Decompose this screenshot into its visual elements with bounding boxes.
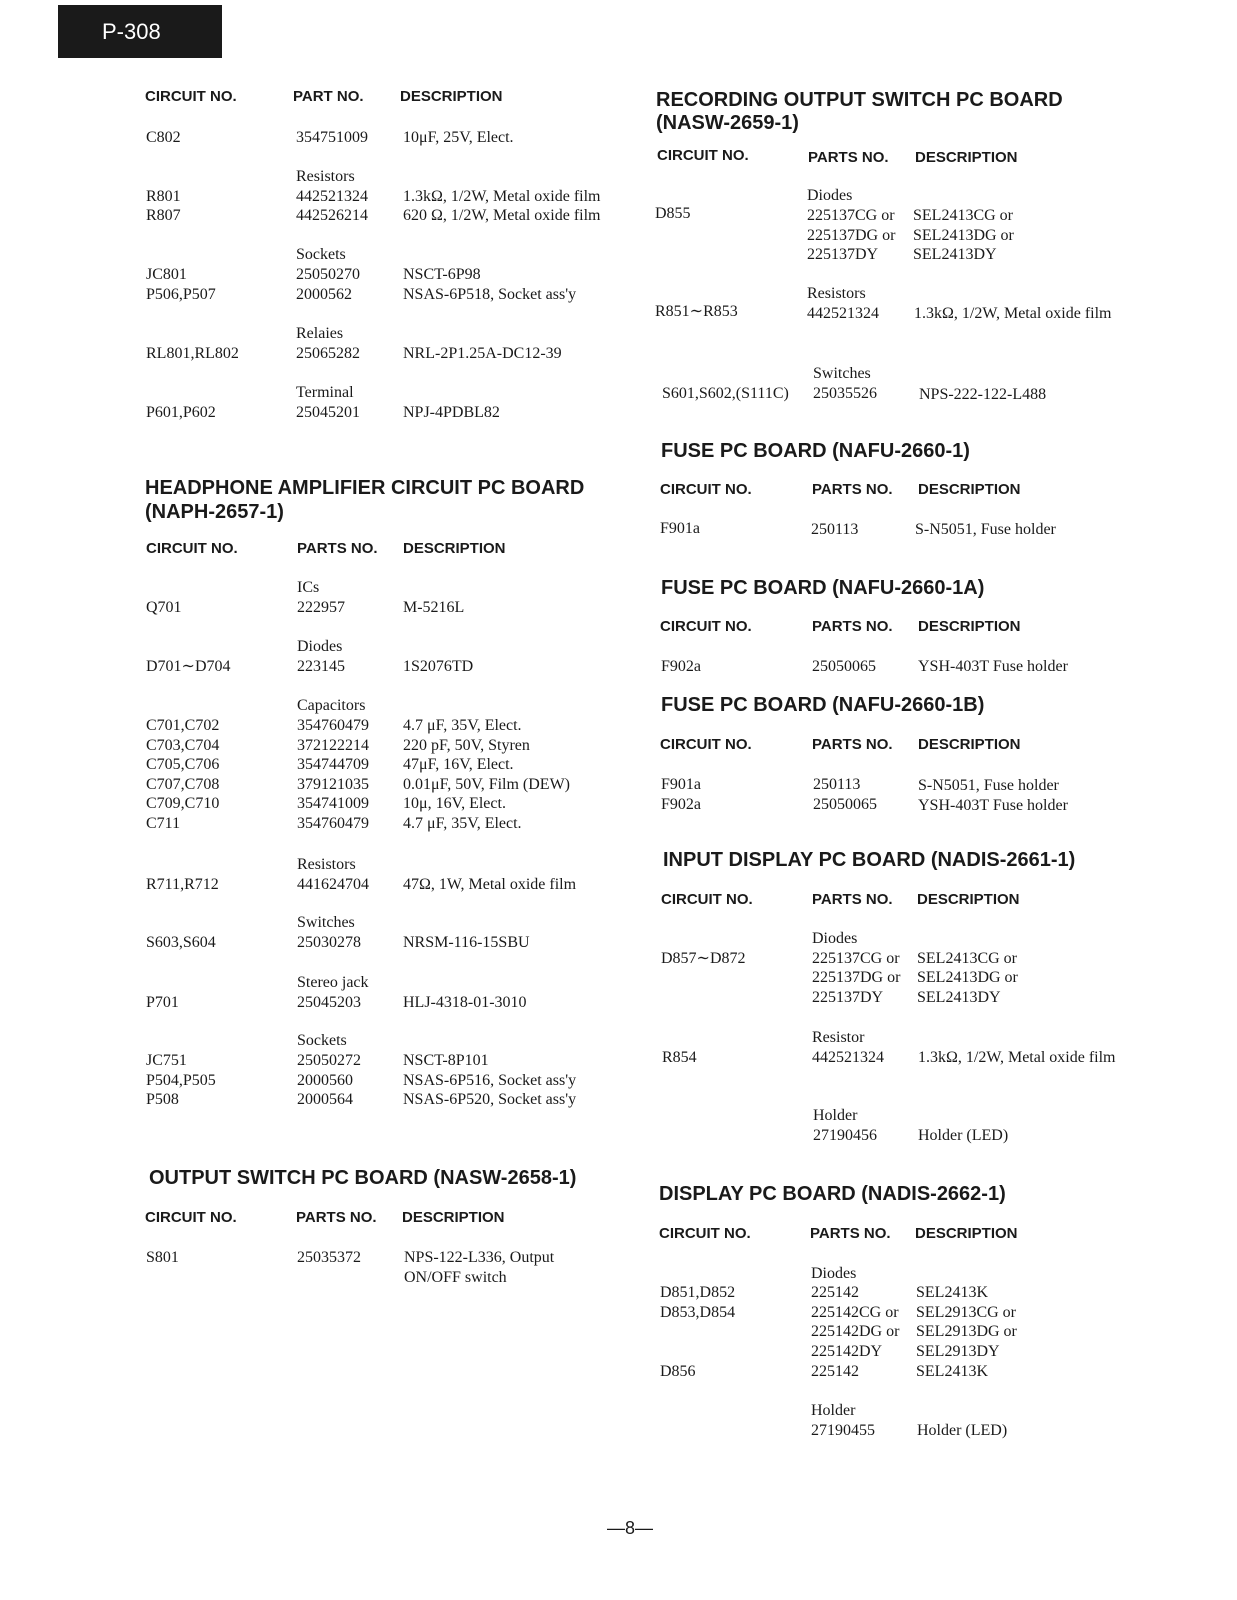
description: 4.7 μF, 35V, Elect. xyxy=(403,815,522,832)
part-no: 225137DY xyxy=(807,246,879,263)
part-no: 225137CG or xyxy=(812,950,900,967)
circuit-no: P506,P507 xyxy=(146,286,216,303)
header-circuit-no: CIRCUIT NO. xyxy=(660,481,752,498)
circuit-no: R851∼R853 xyxy=(655,303,738,320)
header-circuit-no: CIRCUIT NO. xyxy=(659,1225,751,1242)
description: SEL2413DY xyxy=(917,989,1001,1006)
circuit-no: P504,P505 xyxy=(146,1072,216,1089)
part-no: 442521324 xyxy=(807,305,879,322)
header-parts-no: PARTS NO. xyxy=(812,736,893,753)
circuit-no: C703,C704 xyxy=(146,737,220,754)
part-no: 372122214 xyxy=(297,737,369,754)
part-no: 2000564 xyxy=(297,1091,353,1108)
group-label: Terminal xyxy=(296,384,354,401)
circuit-no: D857∼D872 xyxy=(661,950,746,967)
description: SEL2413DY xyxy=(913,246,997,263)
circuit-no: Q701 xyxy=(146,599,182,616)
description: NSAS-6P518, Socket ass'y xyxy=(403,286,577,303)
circuit-no: F902a xyxy=(661,658,701,675)
circuit-no: P701 xyxy=(146,994,179,1011)
section-title: HEADPHONE AMPLIFIER CIRCUIT PC BOARD xyxy=(145,477,585,499)
part-no: 223145 xyxy=(297,658,345,675)
section-title: FUSE PC BOARD (NAFU-2660-1B) xyxy=(661,694,985,716)
section-title-line2: (NAPH-2657-1) xyxy=(145,501,284,523)
group-label: Holder xyxy=(813,1107,858,1124)
circuit-no: F901a xyxy=(660,520,700,537)
description: S-N5051, Fuse holder xyxy=(918,777,1059,794)
part-no: 250113 xyxy=(813,776,861,793)
description: 47μF, 16V, Elect. xyxy=(403,756,514,773)
description: S-N5051, Fuse holder xyxy=(915,521,1056,538)
header-description: DESCRIPTION xyxy=(403,540,506,557)
circuit-no: C711 xyxy=(146,815,181,832)
group-label: Relaies xyxy=(296,325,344,342)
part-no: 225137DG or xyxy=(812,969,901,986)
description: YSH-403T Fuse holder xyxy=(918,797,1068,814)
description: SEL2413DG or xyxy=(913,227,1014,244)
group-label: Diodes xyxy=(811,1265,857,1282)
part-no: 25050272 xyxy=(297,1052,361,1069)
circuit-no: S603,S604 xyxy=(146,934,216,951)
group-label: Holder xyxy=(811,1402,856,1419)
description: 47Ω, 1W, Metal oxide film xyxy=(403,876,577,893)
header-description: DESCRIPTION xyxy=(400,88,503,105)
header-circuit-no: CIRCUIT NO. xyxy=(660,736,752,753)
header-parts-no: PARTS NO. xyxy=(297,540,378,557)
page-tag: P-308 xyxy=(58,5,222,58)
header-description: DESCRIPTION xyxy=(917,891,1020,908)
circuit-no: S601,S602,(S111C) xyxy=(662,385,789,402)
circuit-no: P508 xyxy=(146,1091,179,1108)
part-no: 225137CG or xyxy=(807,207,895,224)
description: HLJ-4318-01-3010 xyxy=(403,994,527,1011)
circuit-no: R854 xyxy=(662,1049,697,1066)
header-description: DESCRIPTION xyxy=(915,149,1018,166)
header-description: DESCRIPTION xyxy=(918,618,1021,635)
description: NPS-122-L336, Output ON/OFF switch xyxy=(404,1249,555,1286)
group-label: Stereo jack xyxy=(297,974,369,991)
section-title: RECORDING OUTPUT SWITCH PC BOARD xyxy=(656,89,1063,111)
description: NRL-2P1.25A-DC12-39 xyxy=(403,345,562,362)
section-title: FUSE PC BOARD (NAFU-2660-1A) xyxy=(661,577,985,599)
part-no: 379121035 xyxy=(297,776,369,793)
section-title-line2: (NASW-2659-1) xyxy=(656,112,799,134)
page-number: —8— xyxy=(606,1518,653,1538)
part-no: 25050065 xyxy=(812,658,876,675)
part-no: 225137DY xyxy=(812,989,884,1006)
description: NRSM-116-15SBU xyxy=(403,934,530,951)
header-circuit-no: CIRCUIT NO. xyxy=(145,88,237,105)
description: SEL2413DG or xyxy=(917,969,1018,986)
description: 620 Ω, 1/2W, Metal oxide film xyxy=(403,207,601,224)
circuit-no: C707,C708 xyxy=(146,776,220,793)
section-title: FUSE PC BOARD (NAFU-2660-1) xyxy=(661,440,970,462)
header-parts-no: PARTS NO. xyxy=(812,891,893,908)
description: SEL2413K xyxy=(916,1284,988,1301)
description: 220 pF, 50V, Styren xyxy=(403,737,530,754)
part-no: 354760479 xyxy=(297,717,369,734)
group-label: Switches xyxy=(297,914,355,931)
header-part-no: PART NO. xyxy=(293,88,364,105)
circuit-no: D855 xyxy=(655,205,691,222)
part-no: 2000562 xyxy=(296,286,352,303)
header-circuit-no: CIRCUIT NO. xyxy=(657,147,749,164)
header-circuit-no: CIRCUIT NO. xyxy=(145,1209,237,1226)
group-label: Resistors xyxy=(297,856,356,873)
description: 1.3kΩ, 1/2W, Metal oxide film xyxy=(403,188,601,205)
part-no: 27190455 xyxy=(811,1422,875,1439)
circuit-no: RL801,RL802 xyxy=(146,345,239,362)
part-no: 25050065 xyxy=(813,796,877,813)
description: SEL2413CG or xyxy=(917,950,1017,967)
description: NSCT-8P101 xyxy=(403,1052,489,1069)
description: 1.3kΩ, 1/2W, Metal oxide film xyxy=(918,1049,1116,1066)
part-no: 354760479 xyxy=(297,815,369,832)
part-no: 225142 xyxy=(811,1284,859,1301)
part-no: 225142 xyxy=(811,1363,859,1380)
part-no: 25045201 xyxy=(296,404,360,421)
circuit-no: JC751 xyxy=(146,1052,187,1069)
part-no: 25035372 xyxy=(297,1249,361,1266)
part-no: 222957 xyxy=(297,599,345,616)
description: 10μ, 16V, Elect. xyxy=(403,795,506,812)
header-parts-no: PARTS NO. xyxy=(808,149,889,166)
group-label: Diodes xyxy=(807,187,853,204)
header-description: DESCRIPTION xyxy=(402,1209,505,1226)
circuit-no: C709,C710 xyxy=(146,795,220,812)
header-parts-no: PARTS NO. xyxy=(812,618,893,635)
header-description: DESCRIPTION xyxy=(918,736,1021,753)
circuit-no: C701,C702 xyxy=(146,717,220,734)
description: NPJ-4PDBL82 xyxy=(403,404,500,421)
part-no: 25035526 xyxy=(813,385,877,402)
circuit-no: F902a xyxy=(661,796,701,813)
description: SEL2913CG or xyxy=(916,1304,1016,1321)
description: Holder (LED) xyxy=(918,1127,1009,1144)
description: NSAS-6P520, Socket ass'y xyxy=(403,1091,577,1108)
group-label: Resistor xyxy=(812,1029,865,1046)
part-no: 25050270 xyxy=(296,266,360,283)
group-label: Sockets xyxy=(296,246,346,263)
circuit-no: R801 xyxy=(146,188,181,205)
group-label: Resistors xyxy=(296,168,355,185)
description: 1S2076TD xyxy=(403,658,474,675)
description: 1.3kΩ, 1/2W, Metal oxide film xyxy=(914,305,1112,322)
description: YSH-403T Fuse holder xyxy=(918,658,1068,675)
part-no: 442521324 xyxy=(296,188,368,205)
description: SEL2413K xyxy=(916,1363,988,1380)
group-label: Sockets xyxy=(297,1032,347,1049)
header-circuit-no: CIRCUIT NO. xyxy=(661,891,753,908)
description: SEL2913DG or xyxy=(916,1323,1017,1340)
circuit-no: D701∼D704 xyxy=(146,658,231,675)
circuit-no: JC801 xyxy=(146,266,187,283)
part-no: 441624704 xyxy=(297,876,369,893)
description: 4.7 μF, 35V, Elect. xyxy=(403,717,522,734)
circuit-no: D856 xyxy=(660,1363,696,1380)
circuit-no: C705,C706 xyxy=(146,756,220,773)
part-no: 442521324 xyxy=(812,1049,884,1066)
part-no: 225137DG or xyxy=(807,227,896,244)
header-circuit-no: CIRCUIT NO. xyxy=(146,540,238,557)
header-description: DESCRIPTION xyxy=(918,481,1021,498)
part-no: 25030278 xyxy=(297,934,361,951)
part-no: 225142DG or xyxy=(811,1323,900,1340)
group-label: Switches xyxy=(813,365,871,382)
circuit-no: R711,R712 xyxy=(146,876,219,893)
description: NSAS-6P516, Socket ass'y xyxy=(403,1072,577,1089)
part-no: 2000560 xyxy=(297,1072,353,1089)
header-parts-no: PARTS NO. xyxy=(296,1209,377,1226)
part-no: 250113 xyxy=(811,521,859,538)
circuit-no: F901a xyxy=(661,776,701,793)
group-label: Resistors xyxy=(807,285,866,302)
part-no: 225142DY xyxy=(811,1343,883,1360)
description: M-5216L xyxy=(403,599,465,616)
description: 10μF, 25V, Elect. xyxy=(403,129,514,146)
header-parts-no: PARTS NO. xyxy=(812,481,893,498)
section-title: OUTPUT SWITCH PC BOARD (NASW-2658-1) xyxy=(149,1167,577,1189)
circuit-no: C802 xyxy=(146,129,181,146)
header-parts-no: PARTS NO. xyxy=(810,1225,891,1242)
part-no: 25045203 xyxy=(297,994,361,1011)
description: SEL2913DY xyxy=(916,1343,1000,1360)
description: NSCT-6P98 xyxy=(403,266,481,283)
circuit-no: S801 xyxy=(146,1249,179,1266)
part-no: 354741009 xyxy=(297,795,369,812)
circuit-no: R807 xyxy=(146,207,181,224)
group-label: Diodes xyxy=(297,638,343,655)
part-no: 27190456 xyxy=(813,1127,877,1144)
description: SEL2413CG or xyxy=(913,207,1013,224)
section-title: DISPLAY PC BOARD (NADIS-2662-1) xyxy=(659,1183,1006,1205)
group-label: Diodes xyxy=(812,930,858,947)
description: 0.01μF, 50V, Film (DEW) xyxy=(403,776,571,793)
circuit-no: P601,P602 xyxy=(146,404,216,421)
part-no: 442526214 xyxy=(296,207,368,224)
part-no: 225142CG or xyxy=(811,1304,899,1321)
description: Holder (LED) xyxy=(917,1422,1008,1439)
description: NPS-222-122-L488 xyxy=(919,386,1047,403)
group-label: Capacitors xyxy=(297,697,366,714)
part-no: 354744709 xyxy=(297,756,369,773)
header-description: DESCRIPTION xyxy=(915,1225,1018,1242)
part-no: 354751009 xyxy=(296,129,368,146)
section-title: INPUT DISPLAY PC BOARD (NADIS-2661-1) xyxy=(663,849,1076,871)
group-label: ICs xyxy=(297,579,320,596)
header-circuit-no: CIRCUIT NO. xyxy=(660,618,752,635)
circuit-no: D853,D854 xyxy=(660,1304,736,1321)
circuit-no: D851,D852 xyxy=(660,1284,736,1301)
part-no: 25065282 xyxy=(296,345,360,362)
